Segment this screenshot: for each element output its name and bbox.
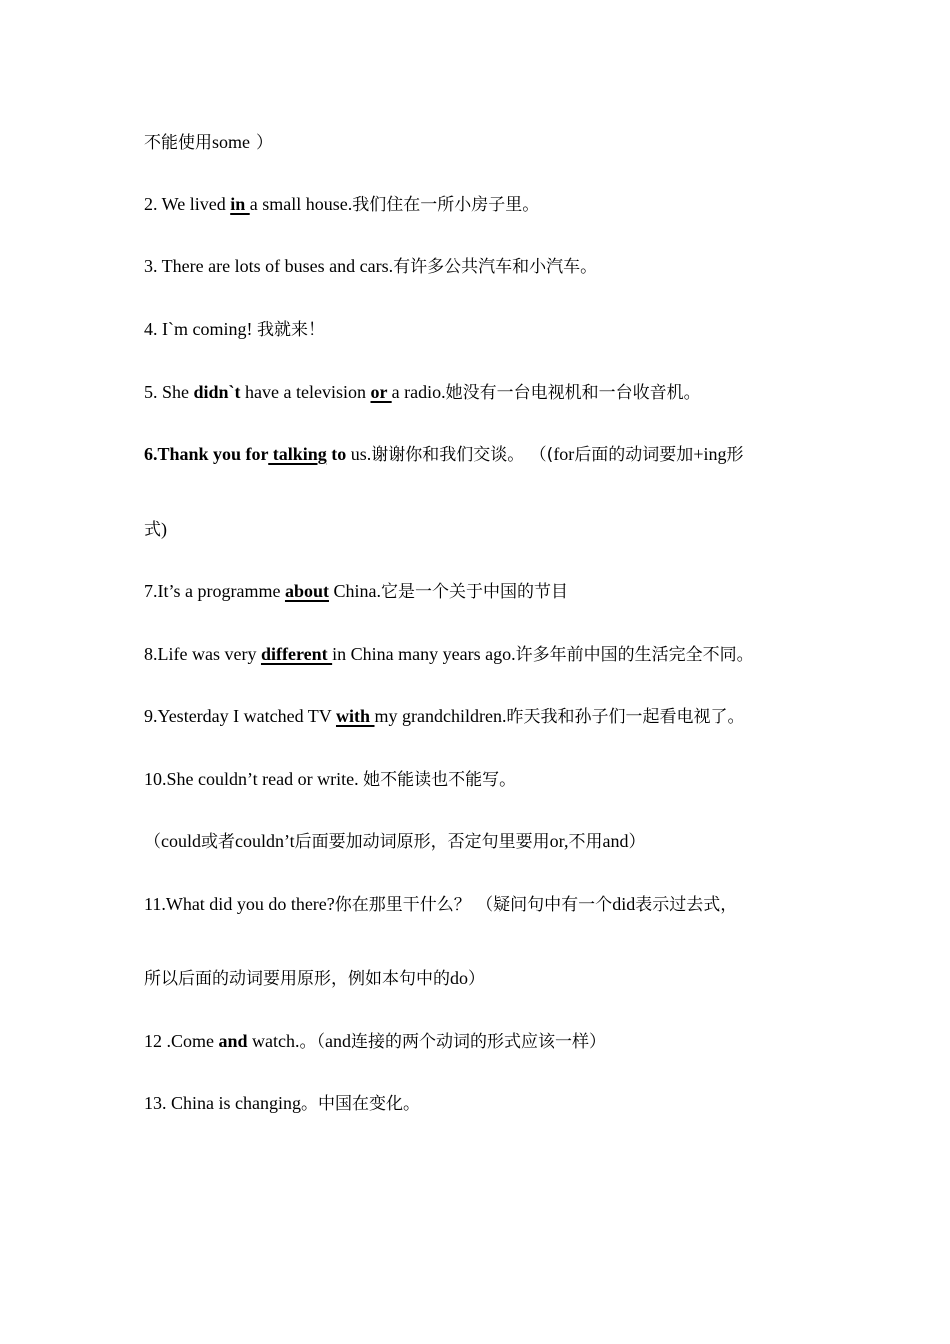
text-en: some (212, 132, 250, 152)
note-cjk: （ (144, 832, 161, 852)
key-word: to (326, 444, 347, 464)
text-en: couldn’t (235, 831, 295, 851)
sentence-6 (144, 442, 743, 467)
translation: 她没有一台电视机和一台收音机。 (445, 383, 701, 403)
key-word: talking (268, 444, 327, 464)
note-cjk: 。（ (299, 1032, 326, 1052)
translation: 。中国在变化。 (300, 1094, 420, 1114)
sentence-7 (144, 579, 568, 604)
text-en: do (450, 968, 468, 988)
text-en: China. (328, 581, 381, 601)
note-cjk: 不用 (568, 832, 603, 852)
key-word: in (230, 194, 250, 214)
translation: 许多年前中国的生活完全不同。 (515, 645, 754, 665)
text-cjk: ） (256, 133, 273, 153)
text-en: ) (161, 519, 167, 539)
note-cjk: 式 (144, 520, 161, 540)
text-en: and (325, 1031, 352, 1051)
sentence-8 (144, 642, 754, 667)
text-en: 5. She (144, 382, 194, 402)
sentence-11 (144, 892, 737, 917)
text-en: could (161, 831, 201, 851)
key-word: with (335, 706, 375, 726)
note-cjk: 或者 (201, 832, 235, 852)
note-cjk: 形 (726, 445, 744, 465)
text-en: 12 .Come (144, 1031, 219, 1051)
key-word: different (260, 644, 333, 664)
translation: 有许多公共汽车和小汽车。 (393, 257, 598, 277)
text-en: 8.Life was very (144, 644, 261, 664)
note-cjk: 表示过去式， (635, 895, 738, 915)
text-en: or, (549, 831, 569, 851)
sentence-9 (144, 704, 744, 729)
sentence-10 (144, 767, 516, 792)
text-cjk: 不能使用 (144, 133, 212, 153)
text-en: 7.It’s a programme (144, 581, 285, 601)
translation: 你在那里干什么？ （疑问句中有一个 (334, 895, 613, 915)
text-en: 2. We lived (144, 194, 231, 214)
text-en: a small house. (249, 194, 353, 214)
sentence-11-continuation (144, 966, 485, 991)
text-en: have a television (240, 382, 371, 402)
sentence-6-continuation (144, 517, 167, 542)
sentence-3 (144, 254, 597, 279)
text-en: a radio. (391, 382, 446, 402)
text-en: and (602, 831, 629, 851)
note-cjk: 所以后面的动词要用原形，例如本句中的 (144, 969, 450, 989)
sentence-5 (144, 380, 701, 405)
text-en: 3. There are lots of buses and cars. (144, 256, 394, 276)
key-word: or (370, 382, 392, 402)
key-word: and (218, 1031, 248, 1051)
sentence-4 (144, 317, 325, 342)
note-cjk: 后面的动词要加 (574, 445, 694, 465)
sentence-12 (144, 1029, 606, 1054)
text-en: in China many years ago. (332, 644, 516, 664)
note-10 (144, 829, 645, 854)
key-word: about (284, 581, 329, 601)
key-word: didn`t (193, 382, 241, 402)
translation: 我就来！ (256, 320, 325, 340)
translation: 它是一个关于中国的节目 (380, 582, 568, 602)
note-cjk: ） (628, 832, 646, 852)
text-en: 9.Yesterday I watched TV (144, 706, 336, 726)
translation: 昨天我和孙子们一起看电视了。 (506, 707, 745, 727)
text-en: for (553, 444, 575, 464)
text-en: watch. (247, 1031, 300, 1051)
text-line-continuation (144, 130, 273, 155)
text-en: 11.What did you do there? (144, 894, 335, 914)
note-cjk: 连接的两个动词的形式应该一样） (351, 1032, 607, 1052)
text-en: my grandchildren. (374, 706, 507, 726)
note-cjk: ） (468, 969, 485, 989)
text-en: +ing (693, 444, 727, 464)
key-phrase: 6.Thank you for (144, 444, 269, 464)
translation: 谢谢你和我们交谈。 （( (371, 445, 554, 465)
translation: 她不能读也不能写。 (363, 770, 517, 790)
text-en: 13. China is changing (144, 1093, 301, 1113)
translation: 我们住在一所小房子里。 (352, 195, 540, 215)
note-cjk: 后面要加动词原形，否定句里要用 (294, 832, 550, 852)
text-en: 4. I`m coming! (144, 319, 257, 339)
sentence-2 (144, 192, 539, 217)
text-en: 10.She couldn’t read or write. (144, 769, 364, 789)
text-en: us. (346, 444, 372, 464)
text-en: did (612, 894, 636, 914)
sentence-13 (144, 1091, 420, 1116)
